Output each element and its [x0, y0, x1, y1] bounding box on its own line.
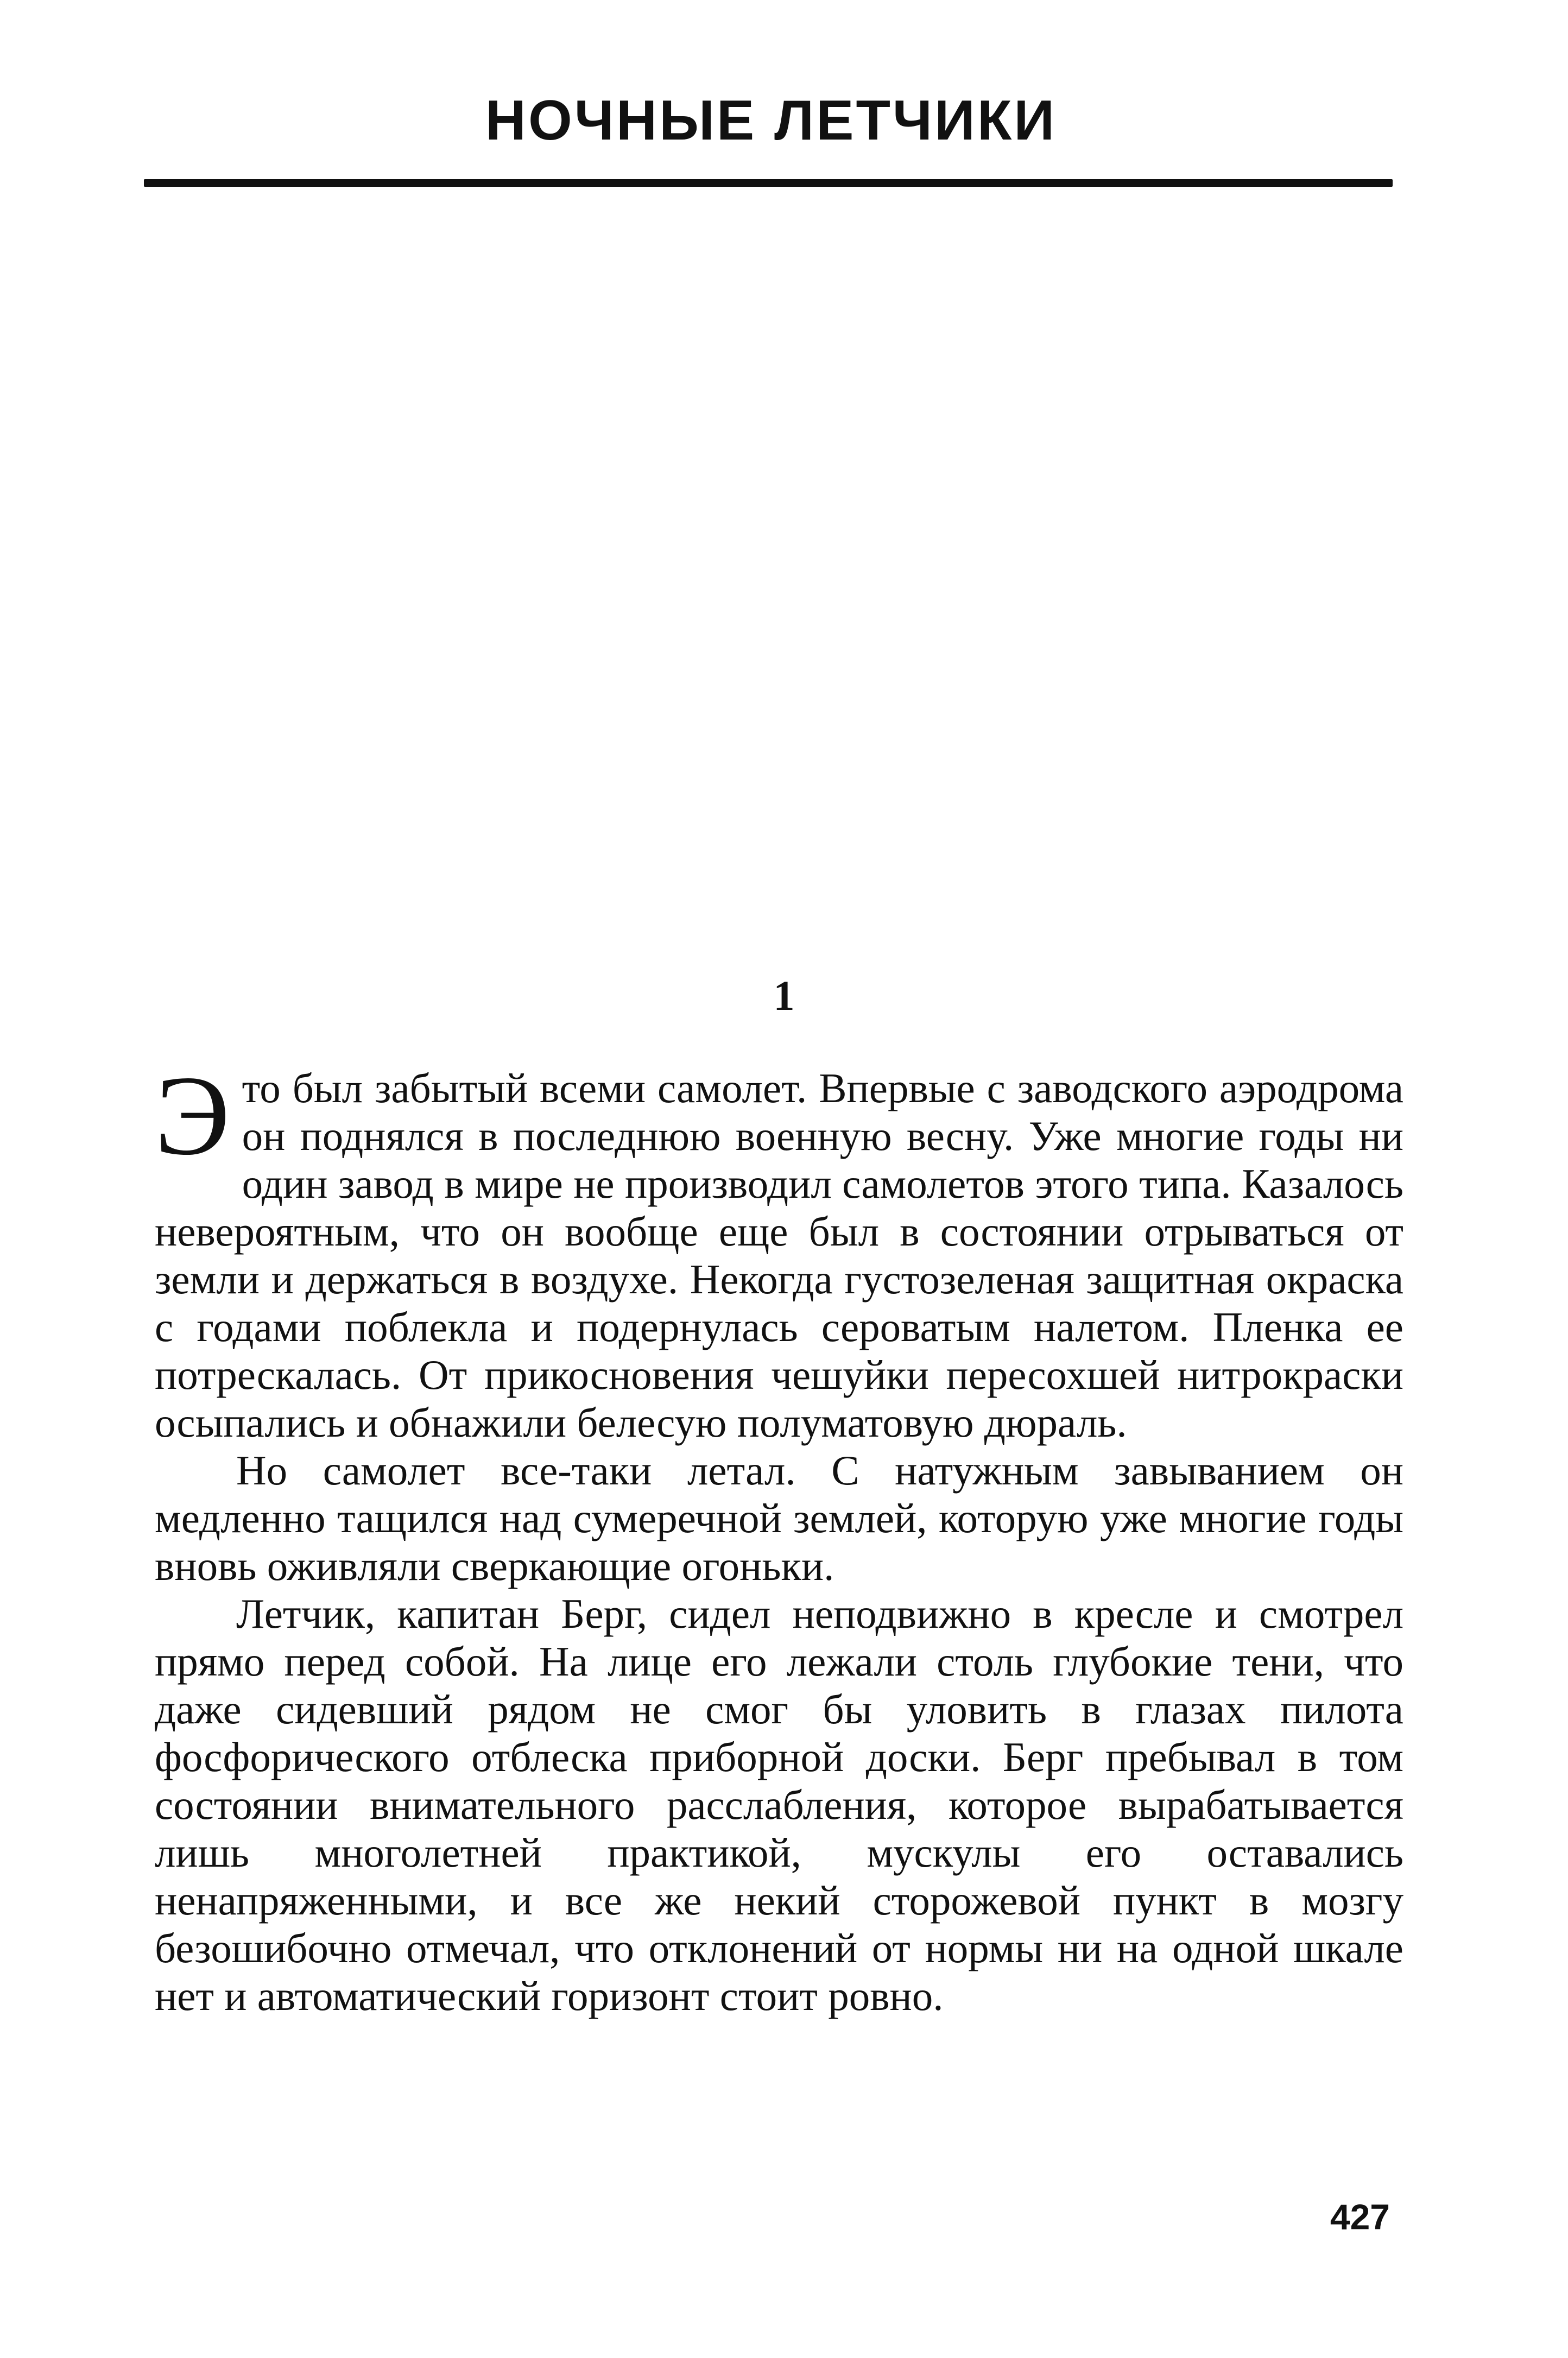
drop-cap-letter: Э [155, 1053, 230, 1179]
paragraph-3: Летчик, капитан Берг, сидел неподвижно в кресле и смотрел прямо перед собой. На лице его лежали столь глубокие тени, что даже сидевший рядом не смог бы уловить в глазах пилота фосфорического отблеска приборной доски. Берг пребывал в том состоянии внимательного расслабления, которое вырабатывается лишь многолетней практикой, мускулы его оставались ненапряженными, и все же некий сторожевой пункт в мозгу безошибочно отмечал, что отклонений от нормы ни на одной шкале нет и автоматический горизонт стоит ровно. [155, 1590, 1403, 2019]
title-rule [144, 179, 1393, 187]
paragraph-1 [155, 1053, 1403, 1446]
paragraph-1-text: то был забытый всеми самолет. Впервые с заводского аэродрома он поднялся в последнюю военную весну. Уже многие годы ни один завод в мире не производил самолетов этого типа. Казалось невероятным, что он вообще еще был в состоянии отрываться от земли и держаться в воздухе. Некогда густозеленая защитная окраска с годами поблекла и подернулась сероватым налетом. Пленка ее потрескалась. От прикосновения чешуйки пересохшей нитрокраски осыпались и обнажили белесую полуматовую дюраль. [155, 1065, 1403, 1446]
chapter-text [155, 1053, 1403, 2020]
page-number: 427 [1330, 2197, 1390, 2237]
paragraph-2: Но самолет все-таки летал. С натужным завыванием он медленно тащился над сумеречной землей, которую уже многие годы вновь оживляли сверкающие огоньки. [155, 1447, 1403, 1589]
chapter-number: 1 [773, 972, 795, 1019]
running-title: НОЧНЫЕ ЛЕТЧИКИ [485, 89, 1057, 152]
